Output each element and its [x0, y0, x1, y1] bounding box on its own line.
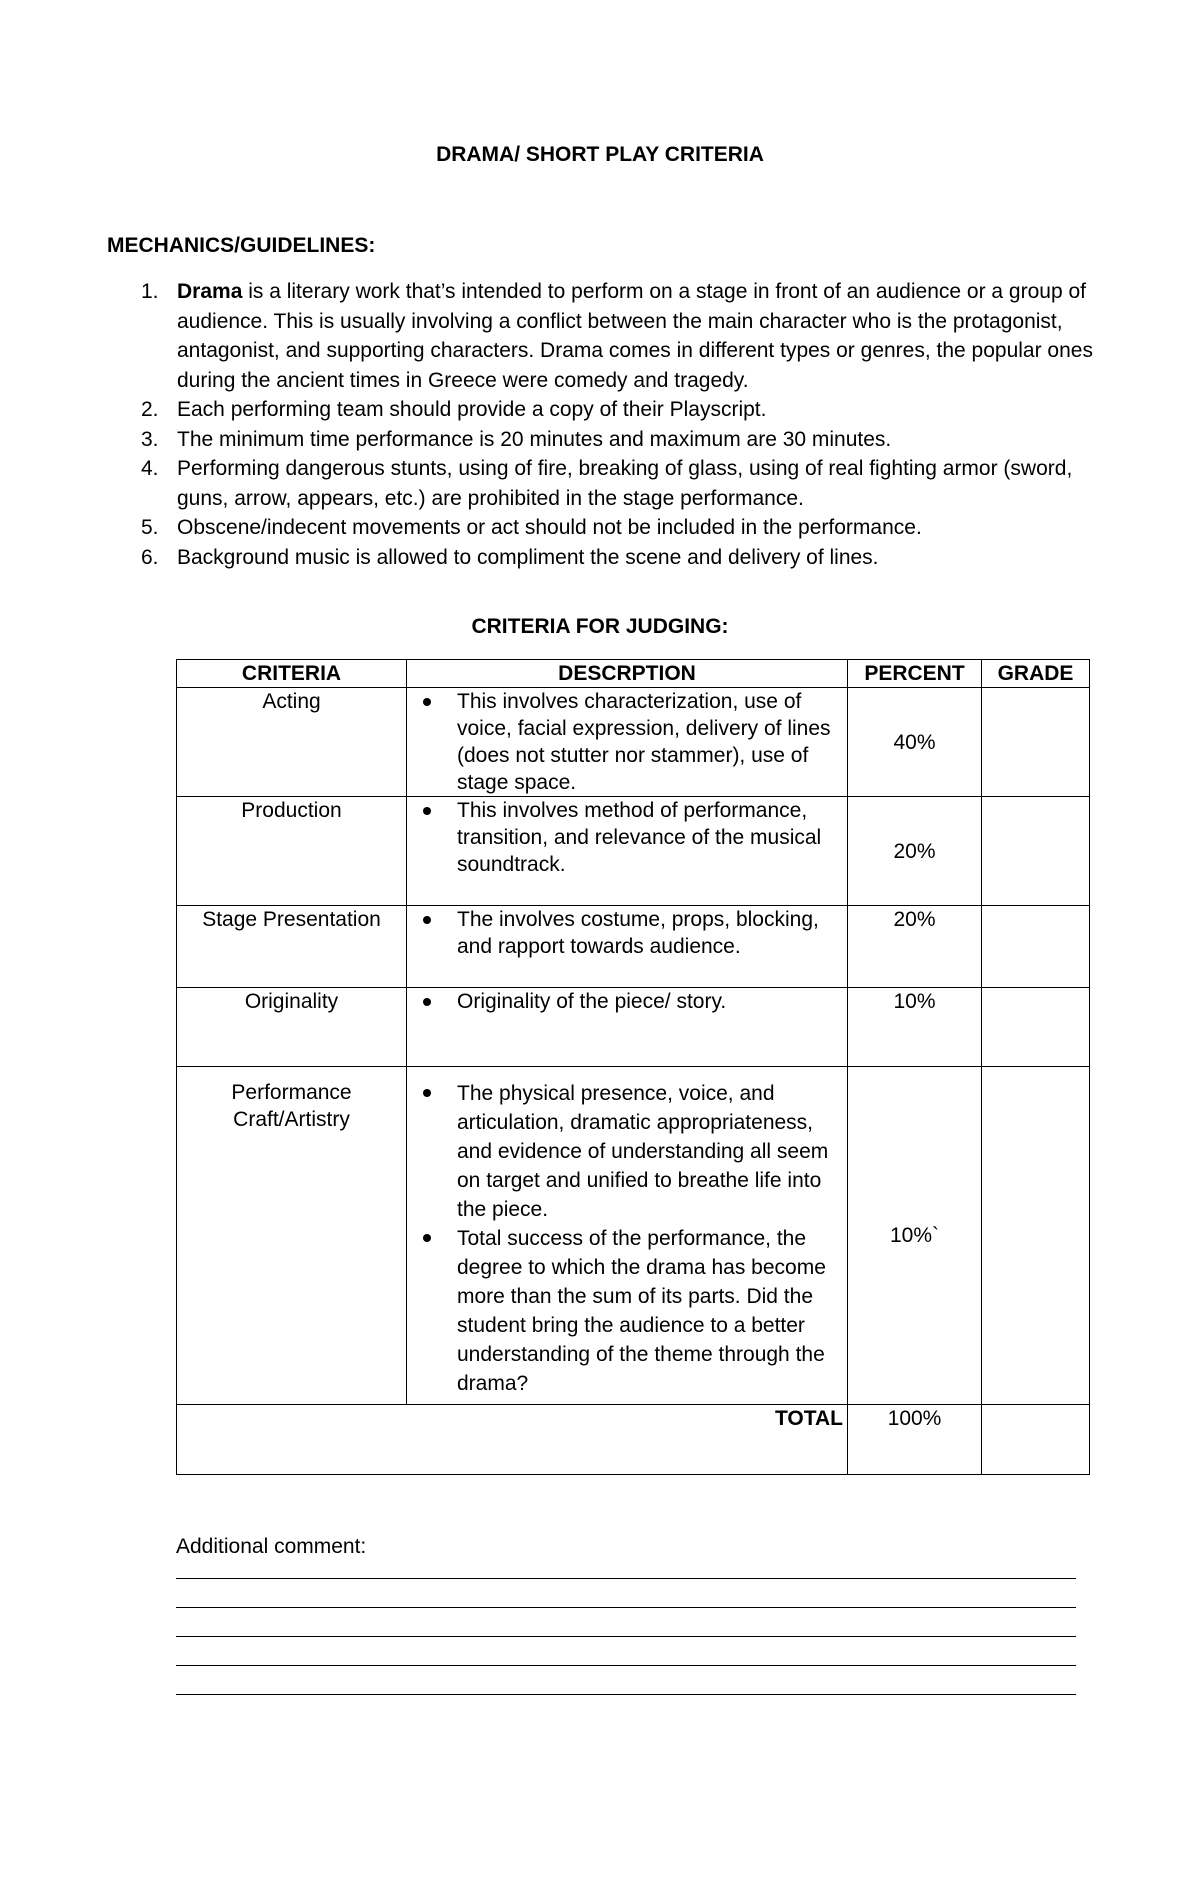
guideline-item: [107, 513, 1097, 543]
comment-line: [176, 1665, 1076, 1666]
grade-cell: [982, 797, 1090, 906]
additional-comment-label: Additional comment:: [176, 1535, 367, 1558]
guideline-text: Performing dangerous stunts, using of fire, breaking of glass, using of real fighting armor (sword, guns, arrow, appears, etc.) are prohibited in the stage performance.: [177, 457, 1073, 510]
guidelines-list: [107, 277, 1097, 572]
description-cell: [407, 797, 848, 906]
comment-line: [176, 1694, 1076, 1695]
guideline-text: Background music is allowed to compliment the scene and delivery of lines.: [177, 545, 879, 569]
guideline-item: [107, 395, 1097, 425]
percent-cell: 20%: [848, 797, 982, 906]
guideline-item: [107, 425, 1097, 455]
page-title: DRAMA/ SHORT PLAY CRITERIA: [436, 143, 764, 166]
guideline-text: Obscene/indecent movements or act should not be included in the performance.: [177, 516, 922, 539]
criteria-cell: Stage Presentation: [177, 906, 407, 988]
guideline-number: 4.: [141, 457, 159, 480]
table-header-row: [177, 660, 1090, 688]
description-cell: [407, 988, 848, 1067]
percent-cell: 10%`: [848, 1067, 982, 1405]
criteria-cell: Performance Craft/Artistry: [177, 1067, 407, 1405]
percent-cell: 20%: [848, 906, 982, 988]
judging-heading: CRITERIA FOR JUDGING:: [471, 615, 729, 638]
guideline-number: 3.: [141, 427, 159, 451]
comment-line: [176, 1607, 1076, 1608]
guideline-text: Each performing team should provide a copy of their Playscript.: [177, 398, 767, 421]
table-row: [177, 797, 1090, 906]
grade-cell: [982, 1067, 1090, 1405]
judging-table: [176, 659, 1090, 1475]
total-label: TOTAL: [177, 1405, 848, 1475]
guideline-number: 5.: [141, 516, 159, 539]
description-bullet: Originality of the piece/ story.: [417, 988, 839, 1015]
guideline-text: is a literary work that’s intended to perform on a stage in front of an audience or a group of audience. This is usually involving a conflict between the main character who is the protagonist, antagonist, and supporting characters. Drama comes in different types or genres, the popular ones during the ancient times in Greece were comedy and tragedy.: [177, 280, 1093, 392]
description-bullet: The physical presence, voice, and articulation, dramatic appropriateness, and evidence of understanding all seem on target and unified to breathe life into the piece.: [417, 1079, 839, 1224]
grade-cell: [982, 688, 1090, 797]
header-description: DESCRPTION: [407, 660, 848, 688]
grade-cell: [982, 906, 1090, 988]
grade-cell: [982, 988, 1090, 1067]
total-grade-cell: [982, 1405, 1090, 1475]
percent-cell: 40%: [848, 688, 982, 797]
description-bullet: Total success of the performance, the degree to which the drama has become more than the sum of its parts. Did the student bring the audience to a better understanding of the theme through the drama?: [417, 1224, 839, 1398]
guideline-number: 6.: [141, 545, 159, 569]
description-cell: [407, 1067, 848, 1405]
header-criteria: CRITERIA: [177, 660, 407, 688]
total-percent: 100%: [848, 1405, 982, 1475]
guideline-bold-term: Drama: [177, 280, 243, 303]
percent-cell: 10%: [848, 988, 982, 1067]
comment-line: [176, 1636, 1076, 1637]
criteria-cell: Originality: [177, 988, 407, 1067]
guideline-item: [107, 454, 1097, 513]
guideline-item: [107, 277, 1097, 395]
description-bullet: This involves characterization, use of voice, facial expression, delivery of lines (does not stutter nor stammer), use of stage space.: [417, 688, 839, 796]
description-cell: [407, 906, 848, 988]
description-bullet: This involves method of performance, transition, and relevance of the musical soundtrack.: [417, 797, 839, 878]
criteria-cell: Production: [177, 797, 407, 906]
mechanics-heading: MECHANICS/GUIDELINES:: [107, 234, 376, 257]
guideline-number: 2.: [141, 398, 159, 421]
description-cell: [407, 688, 848, 797]
criteria-cell: Acting: [177, 688, 407, 797]
table-row: [177, 688, 1090, 797]
header-grade: GRADE: [982, 660, 1090, 688]
comment-line: [176, 1578, 1076, 1579]
header-percent: PERCENT: [848, 660, 982, 688]
guideline-text: The minimum time performance is 20 minutes and maximum are 30 minutes.: [177, 427, 892, 451]
guideline-number: 1.: [141, 280, 159, 303]
table-row: [177, 1067, 1090, 1405]
table-row: [177, 988, 1090, 1067]
total-row: [177, 1405, 1090, 1475]
table-row: [177, 906, 1090, 988]
guideline-item: [107, 543, 1097, 573]
description-bullet: The involves costume, props, blocking, and rapport towards audience.: [417, 906, 839, 960]
